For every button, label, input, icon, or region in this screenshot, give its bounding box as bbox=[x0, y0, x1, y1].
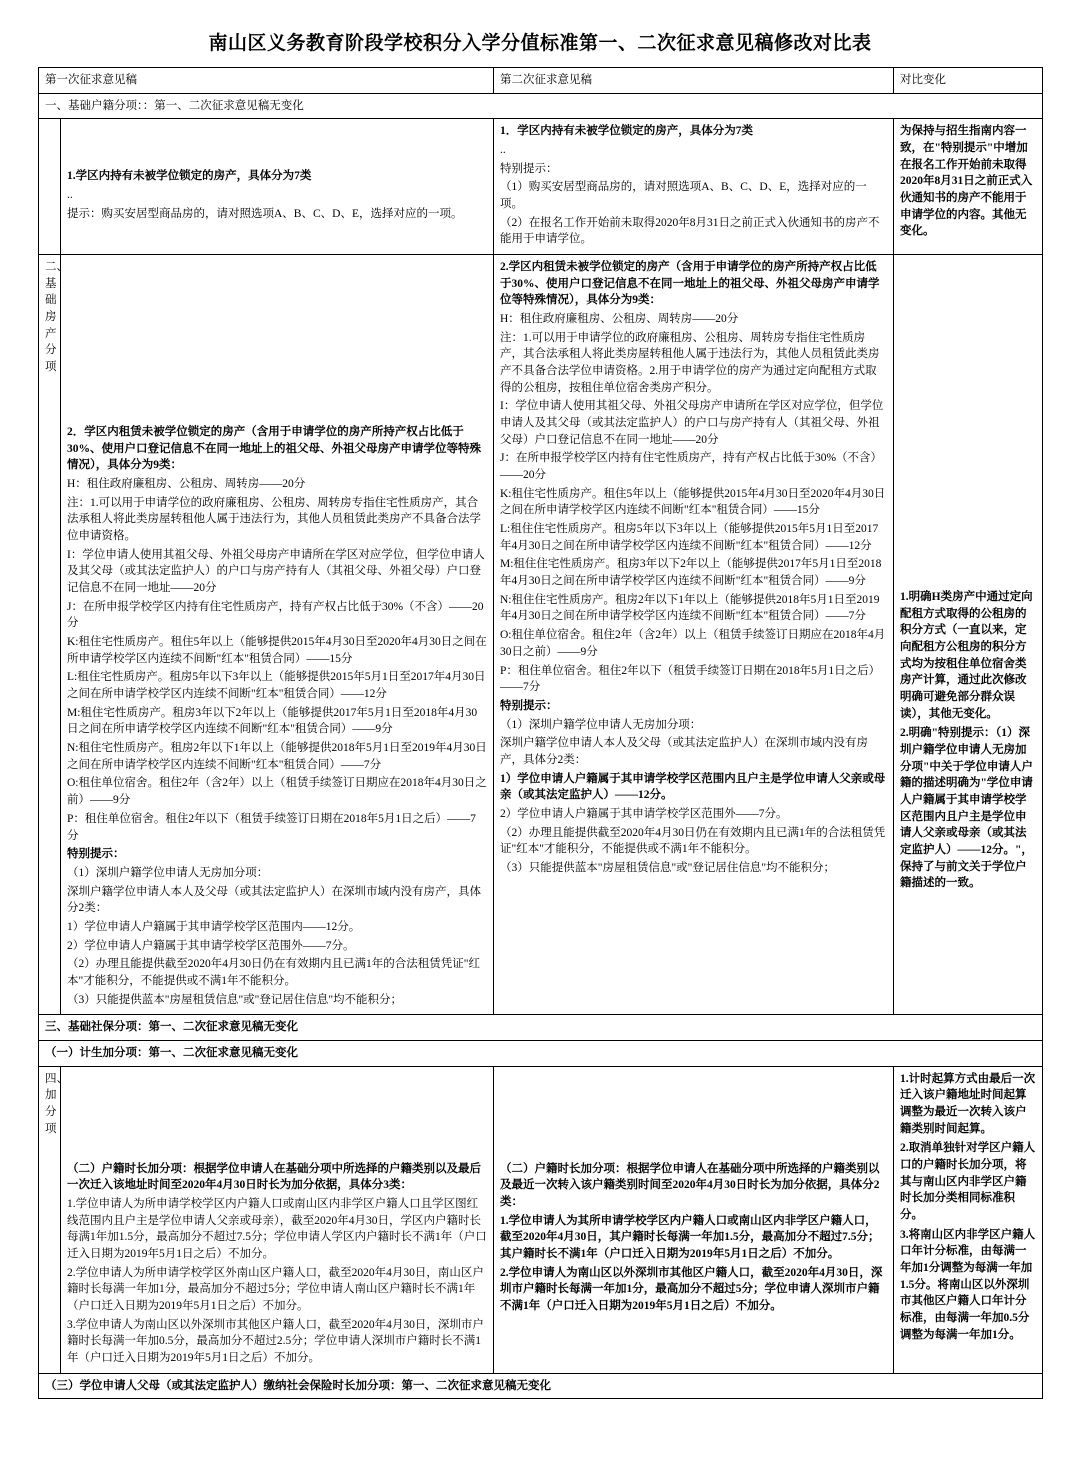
row4-col1-line0: （二）户籍时长加分项：根据学位申请人在基础分项中所选择的户籍类别以及最后一次迁入该地址时间至2020年4月30日时长为加分依据，具体分3类： bbox=[67, 1162, 481, 1192]
row1-col3 bbox=[894, 119, 1043, 255]
row2-col1-line10: P：租住单位宿舍。租住2年以下（租赁手续签订日期在2018年5月1日之后）——7分 bbox=[67, 812, 476, 842]
row4-col3-line0: 1.计时起算方式由最后一次迁入该户籍地址时间起算调整为最近一次转入该户籍类别时间起算。 bbox=[900, 1072, 1036, 1135]
row2-col1-line13: 深圳户籍学位申请人本人及父母（或其法定监护人）在深圳市域内没有房产，具体分2类： bbox=[67, 885, 481, 915]
row2-col1-line12: （1）深圳户籍学位申请人无房加分项： bbox=[67, 866, 269, 879]
row2-col2-line17: （3）只能提供蓝本"房屋租赁信息"或"登记居住信息"均不能积分； bbox=[500, 861, 836, 874]
row2-col1-line11: 特别提示： bbox=[67, 848, 125, 861]
row2-col2-line4: J：在所申报学校学区内持有住宅性质房产，持有产权占比低于30%（不含）——20分 bbox=[500, 452, 883, 482]
row4-col3-line1: 2.取消单独针对学区户籍人口的户籍时长加分项，将其与南山区内非学区户籍时长加分类相同标准积分。 bbox=[900, 1142, 1036, 1221]
section-social-label: 三、基础社保分项：第一、二次征求意见稿无变化 bbox=[39, 1015, 1043, 1041]
row2-col2-line8: N:租住住宅性质房产。租房2年以下1年以上（能够提供2018年5月1日至2019年4月30日之间在所申请学校学区内连续不间断"红本"租赁合同）——7分 bbox=[500, 593, 880, 623]
row2-col2-line0: 2.学区内租赁未被学位锁定的房产（含用于申请学位的房产所持产权占比低于30%、使用户口登记信息不在同一地址上的祖父母、外祖父母房产申请学位等特殊情况），具体分为9类： bbox=[500, 261, 880, 307]
page-title: 南山区义务教育阶段学校积分入学分值标准第一、二次征求意见稿修改对比表 bbox=[208, 33, 872, 54]
row2-col1-line17: （3）只能提供蓝本"房屋租赁信息"或"登记居住信息"均不能积分； bbox=[67, 993, 403, 1006]
row2-col1-line8: N:租住宅性质房产。租房2年以下1年以上（能够提供2018年5月1日至2019年4月30日之间在所申请学校学区内连续不间断"红本"租赁合同）——7分 bbox=[67, 742, 487, 771]
row4-col2-line0: （二）户籍时长加分项：根据学位申请人在基础分项中所选择的户籍类别以及最近一次转入该户籍类别时间至2020年4月30日时长为加分依据，具体分2类： bbox=[500, 1162, 880, 1208]
row2-col1-line9: O:租住单位宿舍。租住2年（含2年）以上（租赁手续签订日期应在2018年4月30日之前）——9分 bbox=[67, 777, 487, 807]
row4-col3-line2: 3.将南山区内非学区户籍人口年计分标准，由每满一年加1分调整为每满一年加1.5分。将南山区以外深圳市其他区户籍人口年计分标准，由每满一年加0.5分调整为每满一年加1分。 bbox=[900, 1228, 1036, 1341]
row2-col2-line3: I：学位申请人使用其祖父母、外祖父母房产申请所在学区对应学位，但学位申请人及其父母（或其法定监护人）的户口与房产持有人（其祖父母、外祖父母）户口登记信息不在同一地址——20分 bbox=[500, 400, 884, 446]
row2-col2 bbox=[494, 255, 894, 1015]
section-family-plan-row bbox=[39, 1040, 1043, 1066]
row1-col1-line2: 提示：购买安居型商品房的，请对照选项A、B、C、D、E，选择对应的一项。 bbox=[67, 207, 463, 220]
row1-col2-line4: （2）在报名工作开始前未取得2020年8月31日之前正式入伙通知书的房产不能用于申请学位。 bbox=[500, 216, 880, 246]
table-header-row bbox=[39, 68, 1043, 94]
row1-col2-line1: .. bbox=[500, 144, 506, 157]
side-label-bonus-text: 四、加分项 bbox=[45, 1072, 68, 1135]
row2-col2-line6: L:租住住宅性质房产。租房5年以下3年以上（能够提供2015年5月1日至2017年4月30日之间在所申请学校学区内连续不间断"红本"租赁合同）——12分 bbox=[500, 523, 879, 552]
section-insurance-label: （三）学位申请人父母（或其法定监护人）缴纳社会保险时长加分项：第一、二次征求意见稿无变化 bbox=[39, 1373, 1043, 1399]
row2-col2-line9: O:租住单位宿舍。租住2年（含2年）以上（租赁手续签订日期应在2018年4月30日之前）——9分 bbox=[500, 629, 886, 658]
row2-col2-line5: K:租住宅性质房产。租住5年以上（能够提供2015年4月30日至2020年4月30日之间在所申请学校学区内连续不间断"红本"租赁合同）——15分 bbox=[500, 487, 886, 517]
row2-col2-line11: 特别提示： bbox=[500, 699, 558, 712]
row2-col1-line3: I：学位申请人使用其祖父母、外祖父母房产申请所在学区对应学位，但学位申请人及其父母（或其法定监护人）的户口与房产持有人（其祖父母、外祖父母）户口登记信息不在同一地址——20分 bbox=[67, 548, 485, 595]
comparison-table bbox=[38, 67, 1043, 1399]
row2-col1-line16: （2）办理且能提供截至2020年4月30日仍在有效期内且已满1年的合法租赁凭证"红本"才能积分，不能提供或不满1年不能积分。 bbox=[67, 958, 480, 987]
row1-col2-line2: 特别提示： bbox=[500, 162, 558, 175]
row2-col1-line2: 注：1.可以用于申请学位的政府廉租房、公租房、周转房专指住宅性质房产，其合法承租人将此类房屋转租他人属于违法行为，其他人员租赁此类房产不具备合法学位申请资格。 bbox=[67, 496, 481, 543]
row4-col1-line2: 2.学位申请人为所申请学校学区外南山区户籍人口，截至2020年4月30日，南山区户籍时长每满一年加1分，最高加分不超过5分；学位申请人南山区户籍时长不满1年（户口迁入日期为2019年5月1日之后）不加分。 bbox=[67, 1266, 484, 1312]
row2-col1 bbox=[61, 255, 494, 1015]
row2-col2-line16: （2）办理且能提供截至2020年4月30日仍在有效期内且已满1年的合法租赁凭证"红本"才能积分，不能提供或不满1年不能积分。 bbox=[500, 826, 886, 856]
side-label-property bbox=[39, 255, 68, 1015]
header-col1: 第一次征求意见稿 bbox=[39, 68, 494, 94]
row4-col1-line3: 3.学位申请人为南山区以外深圳市其他区户籍人口，截至2020年4月30日，深圳市户籍时长每满一年加0.5分，最高加分不超过2.5分；学位申请人深圳市户籍时长不满1年（户口迁入日期为2019年5月1日之后）不加分。 bbox=[67, 1318, 484, 1364]
section-insurance-row bbox=[39, 1373, 1043, 1399]
row2-col2-line7: M:租住住宅性质房产。租房3年以下2年以上（能够提供2017年5月1日至2018年4月30日之间在所申请学校学区内连续不间断"红本"租赁合同）——9分 bbox=[500, 558, 882, 588]
row2-col2-line13: 深圳户籍学位申请人本人及父母（或其法定监护人）在深圳市域内没有房产，具体分2类： bbox=[500, 737, 868, 766]
row2-col1-line0: 2．学区内租赁未被学位锁定的房产（含用于申请学位的房产所持产权占比低于30%、使用户口登记信息不在同一地址上的祖父母、外祖父母房产申请学位等特殊情况），具体分为9类： bbox=[67, 426, 481, 472]
row2-col1-line14: 1）学位申请人户籍属于其申请学校学区范围内——12分。 bbox=[67, 920, 361, 933]
header-col2: 第二次征求意见稿 bbox=[494, 68, 894, 94]
header-col3: 对比变化 bbox=[894, 68, 1043, 94]
row2-col1-line5: K:租住宅性质房产。租住5年以上（能够提供2015年4月30日至2020年4月30日之间在所申请学校学区内连续不间断"红本"租赁合同）——15分 bbox=[67, 636, 487, 665]
row2-col1-line1: H：租住政府廉租房、公租房、周转房——20分 bbox=[67, 478, 306, 491]
row2-col2-line1: H：租住政府廉租房、公租房、周转房——20分 bbox=[500, 313, 739, 326]
row4-col1-line1: 1.学位申请人为所申请学校学区内户籍人口或南山区内非学区户籍人口且学区图红线范围内且户主是学位申请人父亲或母亲），截至2020年4月30日，学区内户籍时长每满1年加1.5分，最高加分不超过7.5分；学位申请人学区内户籍时长不满1年（户口迁入日期为2019年5月1日之后）不加分。 bbox=[67, 1197, 487, 1260]
section-household-row bbox=[39, 93, 1043, 119]
table-row bbox=[39, 255, 1043, 1015]
section-social-row bbox=[39, 1015, 1043, 1041]
row1-col2-line0: 1．学区内持有未被学位锁定的房产，具体分为7类 bbox=[500, 125, 753, 138]
row2-col2-line15: 2）学位申请人户籍属于其申请学校学区范围外——7分。 bbox=[500, 807, 788, 820]
row4-col2 bbox=[494, 1066, 894, 1373]
row2-col3-line0: 1.明确H类房产中通过定向配租方式取得的公租房的积分方式（一直以来，定向配租方公租房的积分方式均为按租住单位宿舍类房产计算，通过此次修改明确可避免部分群众误读），其他无变化。 bbox=[900, 591, 1033, 720]
side-label-property-text: 二、基础房产分项 bbox=[45, 261, 68, 374]
row2-col3 bbox=[894, 255, 1043, 1015]
row2-col1-line4: J：在所申报学校学区内持有住宅性质房产，持有产权占比低于30%（不含）——20分 bbox=[67, 600, 484, 630]
row4-col3 bbox=[894, 1066, 1043, 1373]
row2-col3-line1: 2.明确"特别提示：（1）深圳户籍学位申请人无房加分项"中关于学位申请人户籍的描述明确为"学位申请人户籍属于其申请学校学区范围内且户主是学位申请人父亲或母亲（或其法定监护人）——12分。"，保持了与前文关于学位户籍描述的一致。 bbox=[900, 727, 1033, 890]
side-label-bonus bbox=[39, 1066, 68, 1373]
row1-col2 bbox=[494, 119, 894, 255]
table-row bbox=[39, 1066, 1043, 1373]
row4-col2-line2: 2.学位申请人为南山区以外深圳市其他区户籍人口，截至2020年4月30日，深圳市户籍时长每满一年加1分，最高加分不超过5分；学位申请人深圳市户籍不满1年（户口迁入日期为2019年5月1日之后）不加分。 bbox=[500, 1266, 883, 1312]
row1-col1-line0: 1.学区内持有未被学位锁定的房产，具体分为7类 bbox=[67, 170, 312, 183]
row2-col1-line6: L:租住宅性质房产。租房5年以下3年以上（能够提供2015年5月1日至2017年4月30日之间在所申请学校学区内连续不间断"红本"租赁合同）——12分 bbox=[67, 671, 486, 701]
row2-col2-line10: P：租住单位宿舍。租住2年以下（租赁手续签订日期在2018年5月1日之后）——7分 bbox=[500, 664, 881, 694]
section-household-label: 一、基础户籍分项：：第一、二次征求意见稿无变化 bbox=[39, 93, 1043, 119]
row2-col1-line7: M:租住宅性质房产。租房3年以下2年以上（能够提供2017年5月1日至2018年4月30日之间在所申请学校学区内连续不间断"红本"租赁合同）——9分 bbox=[67, 706, 478, 736]
row2-col2-line2: 注：1.可以用于申请学位的政府廉租房、公租房、周转房专指住宅性质房产，其合法承租人将此类房屋转租他人属于违法行为，其他人员租赁此类房产不具备合法学位申请资格。2.用于申请学位的房产为通过定向配租方式取得的公租房，按租住单位宿舍类房产积分。 bbox=[500, 331, 880, 394]
row1-col1 bbox=[61, 119, 494, 255]
row1-col3-line0: 为保持与招生指南内容一致，在"特别提示"中增加在报名工作开始前未取得2020年8月31日之前正式入伙通知书的房产不能用于申请学位的内容。其他无变化。 bbox=[900, 125, 1033, 238]
row2-col1-line15: 2）学位申请人户籍属于其申请学校学区范围外——7分。 bbox=[67, 939, 355, 952]
row4-col1 bbox=[61, 1066, 494, 1373]
row2-col2-line14: 1）学位申请人户籍属于其申请学校学区范围内且户主是学位申请人父亲或母亲（或其法定监护人）——12分。 bbox=[500, 772, 886, 802]
row1-col1-line1: .. bbox=[67, 189, 73, 202]
row4-col2-line1: 1.学位申请人为其所申请学校学区内户籍人口或南山区内非学区户籍人口，截至2020年4月30日，其户籍时长每满一年加1.5分，最高加分不超过7.5分；其户籍时长不满1年（户口迁入日期为2019年5月1日之后）不加分。 bbox=[500, 1214, 880, 1260]
row1-col2-line3: （1）购买安居型商品房的，请对照选项A、B、C、D、E，选择对应的一项。 bbox=[500, 181, 867, 211]
section-family-plan-label: （一）计生加分项：第一、二次征求意见稿无变化 bbox=[39, 1040, 1043, 1066]
table-row bbox=[39, 119, 1043, 255]
row2-col2-line12: （1）深圳户籍学位申请人无房加分项： bbox=[500, 718, 702, 731]
row1-spacer bbox=[39, 119, 61, 255]
